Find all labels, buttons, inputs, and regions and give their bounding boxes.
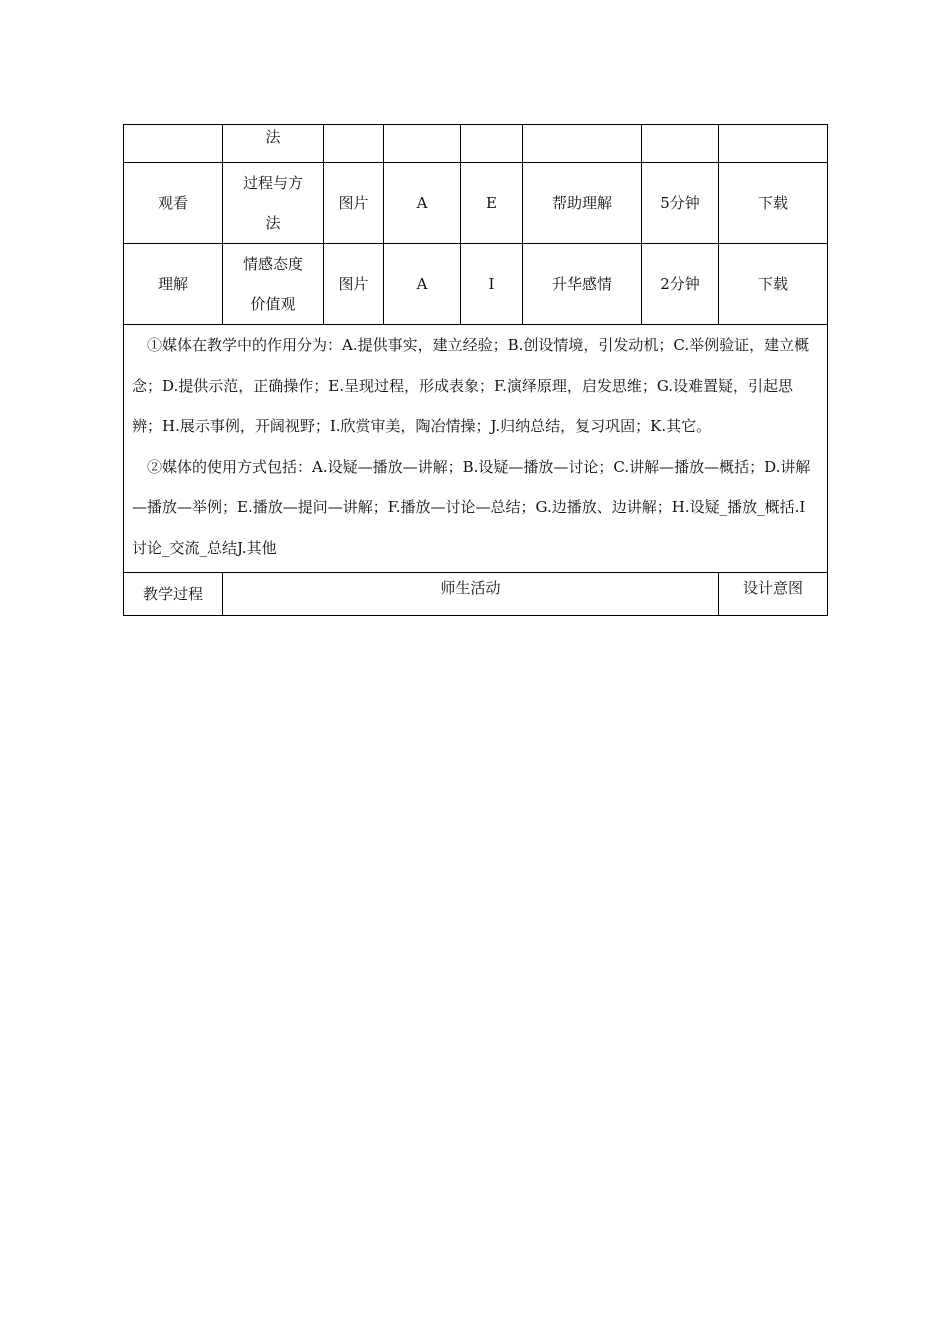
table-cell-goal — [223, 244, 324, 325]
notes-cell — [124, 325, 828, 573]
goal-line: 法 — [265, 214, 281, 232]
process-header-cell: 教学过程 — [124, 573, 223, 616]
table-cell-source: 下载 — [719, 244, 828, 325]
table-cell — [324, 125, 384, 163]
table-cell — [384, 125, 461, 163]
table-cell-activity: 观看 — [124, 163, 223, 244]
table-cell-duration: 5分钟 — [642, 163, 719, 244]
media-usage-table — [123, 124, 828, 616]
note-media-roles: ①媒体在教学中的作用分为：A.提供事实，建立经验；B.创设情境，引发动机；C.举例验证，建立概念；D.提供示范，正确操作；E.呈现过程，形成表象；F.演绎原理，启发思维；G.设难置疑，引起思辨；H.展示事例，开阔视野；I.欣赏审美，陶冶情操；J.归纳总结，复习巩固；K.其它。 — [132, 336, 810, 435]
table-cell-activity: 理解 — [124, 244, 223, 325]
table-cell-effect: 升华感情 — [523, 244, 642, 325]
table-cell-goal: 法 — [223, 125, 324, 163]
notes-row — [124, 325, 828, 573]
table-cell-duration: 2分钟 — [642, 244, 719, 325]
table-cell — [461, 125, 523, 163]
table-row — [124, 125, 828, 163]
table-cell-goal — [223, 163, 324, 244]
activities-header-cell: 师生活动 — [223, 573, 719, 616]
goal-line: 过程与方 — [242, 174, 303, 192]
table-cell-media: 图片 — [324, 163, 384, 244]
table-cell — [642, 125, 719, 163]
table-cell-usage: E — [461, 163, 523, 244]
table-cell — [523, 125, 642, 163]
table-cell-role: A — [384, 163, 461, 244]
table-cell-source: 下载 — [719, 163, 828, 244]
table-row — [124, 163, 828, 244]
note-media-usage: ②媒体的使用方式包括：A.设疑—播放—讲解；B.设疑—播放—讨论；C.讲解—播放—概括；D.讲解—播放—举例；E.播放—提问—讲解；F.播放—讨论—总结；G.边播放、边讲解；H.设疑_播放_概括.I讨论_交流_总结J.其他 — [132, 457, 811, 557]
table-cell-effect: 帮助理解 — [523, 163, 642, 244]
table-cell — [124, 125, 223, 163]
table-row — [124, 244, 828, 325]
table-cell — [719, 125, 828, 163]
goal-line: 情感态度 — [242, 255, 303, 273]
table-cell-role: A — [384, 244, 461, 325]
table-cell-media: 图片 — [324, 244, 384, 325]
table-cell-usage: I — [461, 244, 523, 325]
process-header-row — [124, 573, 828, 616]
goal-line: 价值观 — [250, 295, 296, 313]
intent-header-cell: 设计意图 — [719, 573, 828, 616]
